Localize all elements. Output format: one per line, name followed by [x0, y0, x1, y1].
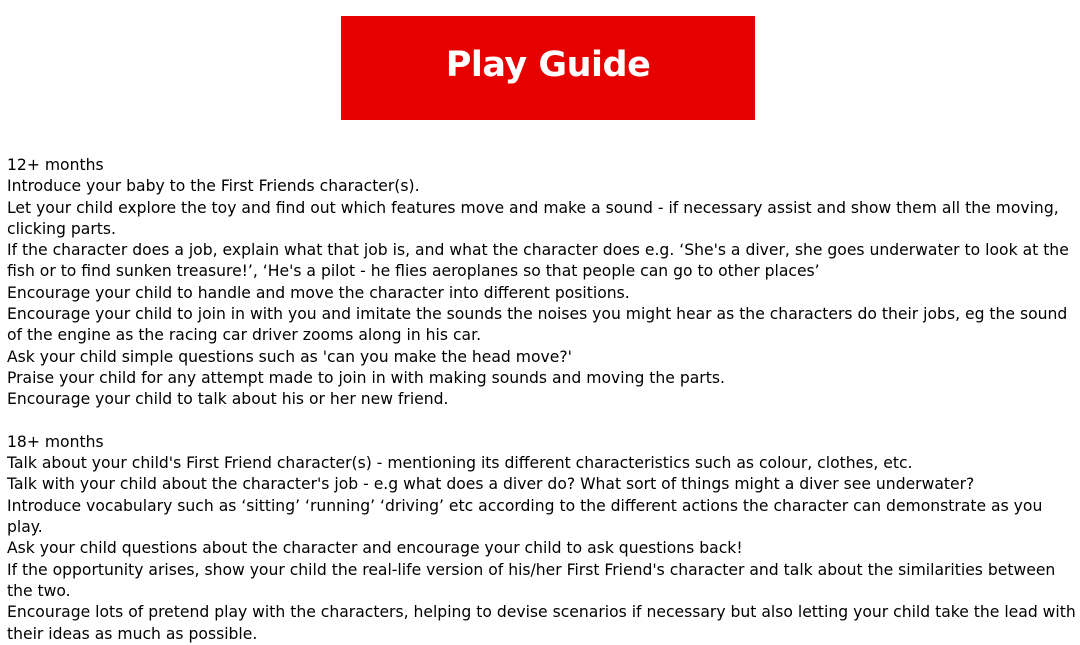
guide-line: Introduce vocabulary such as ‘sitting’ ‘running’ ‘driving’ etc according to the different actions the character can demonstrate as you play.: [7, 496, 1043, 537]
banner-title: Play Guide: [445, 45, 651, 85]
section-18-months: [7, 432, 1077, 645]
section-12-months: [7, 155, 1077, 411]
guide-line: Encourage your child to talk about his or her new friend.: [7, 390, 449, 409]
guide-line: Encourage lots of pretend play with the characters, helping to devise scenarios if necessary but also letting your child take the lead with their ideas as much as possible.: [7, 603, 1076, 643]
guide-line: Encourage your child to handle and move the character into different positions.: [7, 283, 630, 302]
guide-line: Ask your child questions about the character and encourage your child to ask questions back!: [7, 539, 743, 558]
guide-line: Introduce your baby to the First Friends character(s).: [7, 177, 420, 196]
guide-line: Talk about your child's First Friend character(s) - mentioning its different characteristics such as colour, clothes, etc.: [7, 454, 913, 473]
guide-line: If the character does a job, explain what that job is, and what the character does e.g. ‘She's a diver, she goes underwater to look at the fish or to find sunken treasure!’, ‘He's a pilot - he flies aeroplanes so that people can go to other places’: [7, 241, 1069, 281]
guide-line: Talk with your child about the character's job - e.g what does a diver do? What sort of things might a diver see underwater?: [7, 475, 975, 494]
play-guide-banner: [341, 16, 755, 120]
play-guide-content: [7, 155, 1077, 645]
section-heading: 12+ months: [7, 156, 104, 174]
guide-line: If the opportunity arises, show your child the real-life version of his/her First Friend's character and talk about the similarities between the two.: [7, 560, 1056, 600]
guide-line: Ask your child simple questions such as 'can you make the head move?': [7, 347, 572, 366]
guide-line: Encourage your child to join in with you and imitate the sounds the noises you might hear as the characters do their jobs, eg the sound of the engine as the racing car driver zooms along in his car.: [7, 305, 1068, 345]
guide-line: Let your child explore the toy and find out which features move and make a sound - if necessary assist and show them all the moving, clicking parts.: [7, 198, 1059, 238]
guide-line: Praise your child for any attempt made to join in with making sounds and moving the parts.: [7, 368, 725, 387]
section-heading: 18+ months: [7, 432, 104, 451]
